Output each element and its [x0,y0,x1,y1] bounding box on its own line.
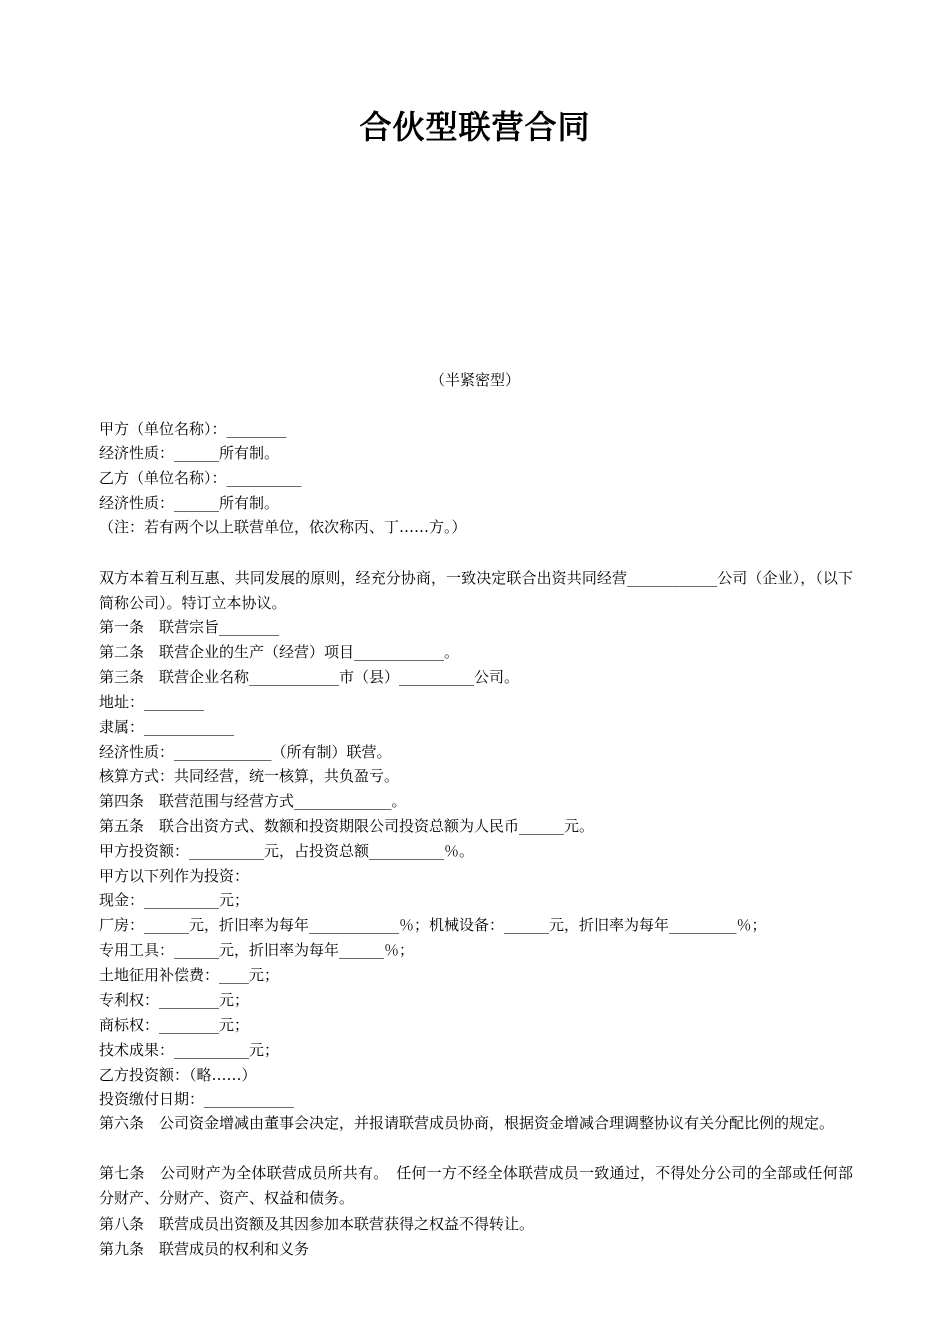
document-subtitle: （半紧密型） [429,371,520,389]
patent-line: 专利权：________元； [99,991,250,1009]
party-a-name: 甲方（单位名称）：________ [99,420,287,438]
article-2: 第二条 联营企业的生产（经营）项目____________。 [99,643,460,661]
document-title: 合伙型联营合同 [359,108,591,146]
economic-nature-line: 经济性质：_____________（所有制）联营。 [99,743,392,761]
party-a-economic-nature: 经济性质：______所有制。 [99,444,280,462]
party-b-investment: 乙方投资额：（略……） [99,1066,257,1084]
address-line: 地址：________ [99,693,205,711]
article-3: 第三条 联营企业名称____________市（县）__________公司。 [99,668,520,686]
affiliation-line: 隶属：____________ [99,718,235,736]
accounting-method-line: 核算方式：共同经营，统一核算，共负盈亏。 [99,767,400,785]
article-7: 第七条 公司财产为全体联营成员所共有。 任何一方不经全体联营成员一致通过，不得处分公司的全部或任何部分财产、分财产、资产、权益和债务。 [99,1164,853,1207]
party-b-name: 乙方（单位名称）：__________ [99,469,302,487]
party-b-economic-nature: 经济性质：______所有制。 [99,494,280,512]
cash-line: 现金：__________元； [99,891,250,909]
party-a-investment-items: 甲方以下列作为投资： [99,867,250,885]
article-8: 第八条 联营成员出资额及其因参加本联营获得之权益不得转让。 [99,1215,535,1233]
article-4: 第四条 联营范围与经营方式_____________。 [99,792,407,810]
investment-date-line: 投资缴付日期：____________ [99,1090,295,1108]
article-6: 第六条 公司资金增减由董事会决定，并报请联营成员协商，根据资金增减合理调整协议有关分配比例的规定。 [99,1114,835,1132]
article-9: 第九条 联营成员的权利和义务 [99,1240,310,1258]
tools-line: 专用工具：______元，折旧率为每年______％； [99,941,415,959]
trademark-line: 商标权：________元； [99,1016,250,1034]
article-1: 第一条 联营宗旨________ [99,618,280,636]
tech-result-line: 技术成果：__________元； [99,1041,280,1059]
note-line: （注：若有两个以上联营单位，依次称丙、丁……方。） [99,518,467,536]
plant-equipment-line: 厂房：______元，折旧率为每年____________％；机械设备：______元，折旧率为每年_________％； [99,916,767,934]
article-5: 第五条 联合出资方式、数额和投资期限公司投资总额为人民币______元。 [99,817,595,835]
party-a-investment: 甲方投资额：__________元，占投资总额__________％。 [99,842,475,860]
preamble-paragraph: 双方本着互利互惠、共同发展的原则，经充分协商，一致决定联合出资共同经营____________公司（企业），（以下简称公司）。特订立本协议。 [99,569,853,612]
land-compensation-line: 土地征用补偿费：____元； [99,966,280,984]
